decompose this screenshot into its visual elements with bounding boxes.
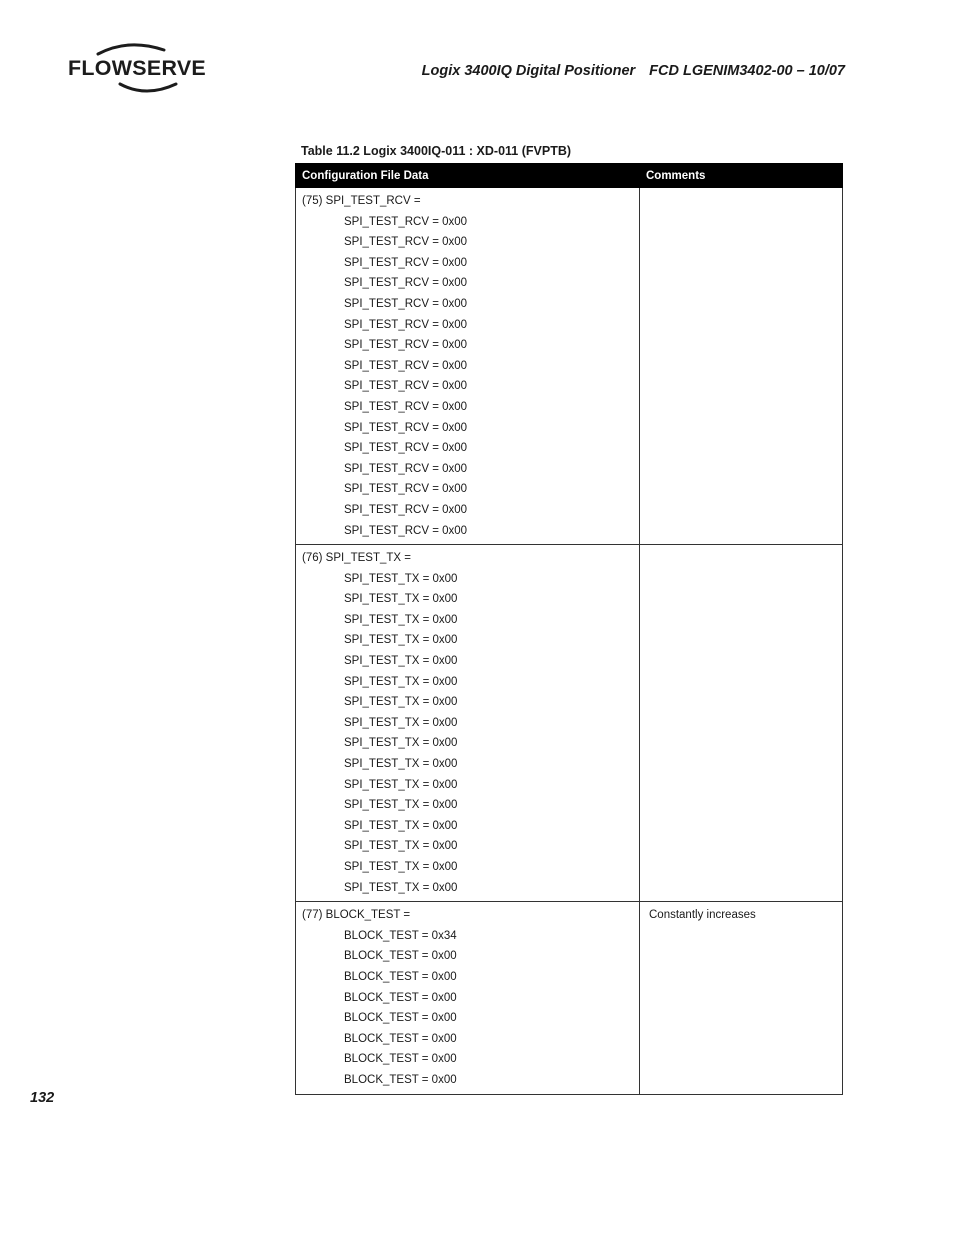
config-cell: [296, 188, 640, 545]
comment-cell: [640, 545, 843, 902]
config-cell: [296, 545, 640, 902]
parameter-value: SPI_TEST_TX = 0x00: [344, 840, 458, 853]
parameter-value: SPI_TEST_RCV = 0x00: [344, 318, 468, 331]
parameter-value: SPI_TEST_TX = 0x00: [344, 613, 458, 626]
document-header: [422, 63, 845, 79]
parameter-value: BLOCK_TEST = 0x00: [344, 1032, 457, 1045]
parameter-value: SPI_TEST_RCV = 0x00: [344, 236, 468, 249]
flowserve-logo: [68, 40, 208, 96]
parameter-value: SPI_TEST_RCV = 0x00: [344, 442, 468, 455]
parameter-value: SPI_TEST_RCV = 0x00: [344, 277, 468, 290]
parameter-value: SPI_TEST_RCV = 0x00: [344, 215, 468, 228]
document-reference: FCD LGENIM3402-00 – 10/07: [649, 63, 845, 79]
parameter-value: BLOCK_TEST = 0x00: [344, 970, 457, 983]
parameter-value: SPI_TEST_TX = 0x00: [344, 778, 458, 791]
config-cell: [296, 902, 640, 1094]
parameter-value: SPI_TEST_RCV = 0x00: [344, 462, 468, 475]
column-header-config: Configuration File Data: [296, 164, 640, 188]
parameter-value: BLOCK_TEST = 0x34: [344, 929, 457, 942]
table-row: [296, 188, 843, 545]
parameter-value: SPI_TEST_TX = 0x00: [344, 758, 458, 771]
table-row: [296, 545, 843, 902]
parameter-value: SPI_TEST_TX = 0x00: [344, 696, 458, 709]
parameter-value: BLOCK_TEST = 0x00: [344, 950, 457, 963]
parameter-value: SPI_TEST_TX = 0x00: [344, 572, 458, 585]
parameter-value: SPI_TEST_TX = 0x00: [344, 675, 458, 688]
parameter-value: SPI_TEST_RCV = 0x00: [344, 339, 468, 352]
comment-text: [640, 188, 842, 212]
parameter-value: SPI_TEST_RCV = 0x00: [344, 256, 468, 269]
parameter-value: SPI_TEST_RCV = 0x00: [344, 524, 468, 537]
table-header-row: [296, 164, 843, 188]
parameter-value: BLOCK_TEST = 0x00: [344, 1073, 457, 1086]
parameter-value: SPI_TEST_RCV = 0x00: [344, 503, 468, 516]
parameter-heading: (77) BLOCK_TEST =: [302, 909, 411, 922]
comment-text: [640, 545, 842, 569]
parameter-value: SPI_TEST_TX = 0x00: [344, 861, 458, 873]
parameter-value: BLOCK_TEST = 0x00: [344, 1012, 457, 1025]
parameter-value: BLOCK_TEST = 0x00: [344, 991, 457, 1004]
parameter-value: SPI_TEST_TX = 0x00: [344, 716, 458, 729]
comment-cell: [640, 902, 843, 1094]
parameter-value: SPI_TEST_TX = 0x00: [344, 655, 458, 668]
parameter-value: SPI_TEST_RCV = 0x00: [344, 359, 468, 372]
product-name: Logix 3400IQ Digital Positioner: [421, 63, 636, 79]
comment-cell: [640, 188, 843, 545]
parameter-heading: (75) SPI_TEST_RCV =: [302, 195, 421, 207]
page-number: 132: [30, 1090, 55, 1106]
logo-wordmark: FLOWSERVE: [68, 57, 207, 80]
parameter-value: SPI_TEST_RCV = 0x00: [344, 483, 468, 496]
parameter-value: SPI_TEST_TX = 0x00: [344, 634, 458, 647]
parameter-value: SPI_TEST_RCV = 0x00: [344, 297, 468, 310]
parameter-value: SPI_TEST_RCV = 0x00: [344, 421, 468, 434]
parameter-value: BLOCK_TEST = 0x00: [344, 1053, 457, 1066]
column-header-comments: Comments: [640, 164, 843, 188]
parameter-heading: (76) SPI_TEST_TX =: [302, 552, 411, 565]
parameter-value: SPI_TEST_TX = 0x00: [344, 881, 458, 894]
parameter-value: SPI_TEST_TX = 0x00: [344, 819, 458, 832]
table-row: [296, 902, 843, 1094]
parameter-value: SPI_TEST_RCV = 0x00: [344, 400, 468, 413]
parameter-value: SPI_TEST_TX = 0x00: [344, 737, 458, 750]
parameter-value: SPI_TEST_RCV = 0x00: [344, 380, 468, 393]
configuration-table: [295, 163, 843, 1095]
parameter-value: SPI_TEST_TX = 0x00: [344, 593, 458, 606]
comment-text: Constantly increases: [649, 909, 756, 922]
parameter-value: SPI_TEST_TX = 0x00: [344, 799, 458, 812]
table-caption: Table 11.2 Logix 3400IQ-011 : XD-011 (FVPTB): [301, 144, 572, 158]
